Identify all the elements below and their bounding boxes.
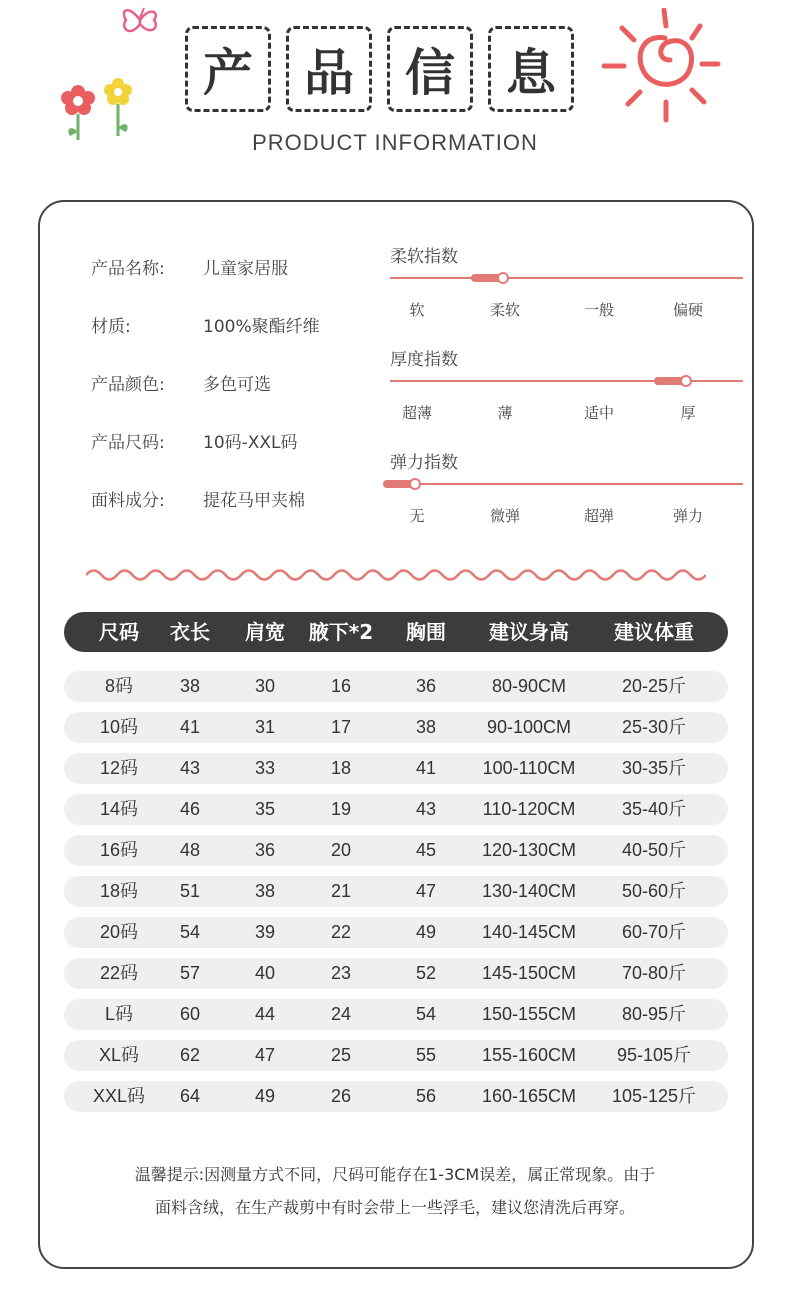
table-cell: 44 [254, 1004, 276, 1024]
table-cell: 90-100CM [486, 717, 572, 737]
table-cell: 41 [179, 717, 201, 737]
page-subtitle: PRODUCT INFORMATION [252, 130, 538, 155]
title-char: 产 [185, 26, 271, 112]
table-cell: 47 [415, 881, 437, 901]
table-cell: 43 [179, 758, 201, 778]
index-option: 弹力 [672, 507, 703, 525]
table-cell: 56 [415, 1086, 437, 1106]
table-cell: 39 [254, 922, 276, 942]
table-cell: 20-25斤 [621, 676, 687, 696]
table-cell: 22码 [99, 963, 139, 983]
spec-value: 100%聚酯纤维 [203, 317, 320, 337]
table-cell: 51 [179, 881, 201, 901]
title-char: 息 [488, 26, 574, 112]
index-title: 厚度指数 [390, 350, 458, 370]
table-cell: 54 [179, 922, 201, 942]
table-cell: 120-130CM [481, 840, 577, 860]
table-cell: 36 [254, 840, 276, 860]
size-table-header [64, 612, 728, 652]
table-cell: 35 [254, 799, 276, 819]
table-cell: 43 [415, 799, 437, 819]
table-cell: L码 [104, 1004, 133, 1024]
table-cell: 40 [254, 963, 276, 983]
table-cell: 45 [415, 840, 437, 860]
tip-text-line1: 温馨提示:因测量方式不同，尺码可能存在1-3CM误差，属正常现象。由于 [134, 1165, 656, 1184]
table-cell: 12码 [99, 758, 139, 778]
table-cell: 140-145CM [481, 922, 577, 942]
index-knob [497, 272, 509, 284]
table-row [64, 999, 728, 1030]
table-cell: 16 [330, 676, 352, 696]
table-cell: 95-105斤 [616, 1045, 692, 1065]
table-cell: 20码 [99, 922, 139, 942]
table-header-cell: 建议身高 [489, 620, 569, 644]
spec-label: 产品尺码: [91, 433, 165, 453]
index-title: 弹力指数 [390, 453, 458, 473]
index-option: 软 [409, 301, 425, 319]
title-char: 品 [286, 26, 372, 112]
table-row [64, 917, 728, 948]
table-cell: 19 [330, 799, 352, 819]
index-option: 薄 [497, 404, 513, 422]
table-cell: 38 [254, 881, 276, 901]
table-header-cell: 胸围 [406, 620, 446, 644]
table-cell: 40-50斤 [621, 840, 687, 860]
table-header-cell: 建议体重 [614, 620, 694, 644]
table-cell: 36 [415, 676, 437, 696]
table-cell: 64 [179, 1086, 201, 1106]
table-cell: 160-165CM [481, 1086, 577, 1106]
table-header-cell: 肩宽 [245, 620, 285, 644]
table-cell: 80-95斤 [621, 1004, 687, 1024]
table-row [64, 835, 728, 866]
table-cell: 100-110CM [482, 758, 576, 778]
page-title [185, 26, 575, 114]
table-cell: 62 [179, 1045, 201, 1065]
title-char: 信 [387, 26, 473, 112]
spec-value: 提花马甲夹棉 [203, 491, 305, 511]
wave-divider [86, 564, 706, 586]
index-knob [680, 375, 692, 387]
table-cell: 18 [330, 758, 352, 778]
index-knob [409, 478, 421, 490]
table-cell: 155-160CM [481, 1045, 577, 1065]
table-cell: 22 [330, 922, 352, 942]
tip-text-line2: 面料含绒，在生产裁剪中有时会带上一些浮毛，建议您清洗后再穿。 [154, 1198, 635, 1217]
table-row [64, 958, 728, 989]
table-cell: 49 [415, 922, 437, 942]
table-cell: 70-80斤 [621, 963, 687, 983]
table-row [64, 753, 728, 784]
table-cell: 54 [415, 1004, 437, 1024]
table-cell: 30 [254, 676, 276, 696]
table-cell: 46 [179, 799, 201, 819]
table-cell: 49 [254, 1086, 276, 1106]
table-cell: 14码 [99, 799, 139, 819]
table-cell: 23 [330, 963, 352, 983]
table-header-cell: 衣长 [170, 620, 210, 644]
table-cell: 105-125斤 [611, 1086, 697, 1106]
index-option: 一般 [583, 301, 614, 319]
table-cell: 110-120CM [482, 799, 576, 819]
table-cell: 150-155CM [481, 1004, 577, 1024]
table-cell: 26 [330, 1086, 352, 1106]
table-cell: 145-150CM [481, 963, 577, 983]
butterfly-icon [118, 0, 162, 44]
table-cell: 80-90CM [491, 676, 567, 696]
table-cell: 21 [330, 881, 352, 901]
table-cell: 20 [330, 840, 352, 860]
table-header-cell: 腋下*2 [308, 620, 374, 644]
table-cell: 10码 [99, 717, 139, 737]
index-option: 偏硬 [672, 301, 703, 319]
spec-value: 儿童家居服 [203, 259, 288, 279]
table-cell: 17 [330, 717, 352, 737]
table-cell: 35-40斤 [621, 799, 687, 819]
table-cell: 57 [179, 963, 201, 983]
table-cell: 31 [254, 717, 276, 737]
spec-label: 面料成分: [91, 491, 165, 511]
table-row [64, 1040, 728, 1071]
table-cell: 25-30斤 [621, 717, 687, 737]
index-option: 适中 [583, 404, 614, 422]
table-cell: 8码 [104, 676, 133, 696]
index-option: 厚 [680, 404, 696, 422]
table-cell: XXL码 [92, 1086, 146, 1106]
index-option: 超弹 [583, 507, 614, 525]
spec-value: 10码-XXL码 [203, 433, 298, 453]
table-row [64, 794, 728, 825]
spec-label: 产品颜色: [91, 375, 165, 395]
table-header-cell: 尺码 [99, 620, 139, 644]
index-option: 无 [409, 507, 425, 525]
table-cell: 33 [254, 758, 276, 778]
spec-label: 材质: [91, 317, 131, 337]
table-cell: 48 [179, 840, 201, 860]
table-cell: 24 [330, 1004, 352, 1024]
table-cell: 47 [254, 1045, 276, 1065]
index-title: 柔软指数 [390, 247, 458, 267]
table-cell: 18码 [99, 881, 139, 901]
table-cell: 60 [179, 1004, 201, 1024]
sun-icon [600, 8, 730, 128]
index-track [390, 483, 743, 485]
table-cell: 55 [415, 1045, 437, 1065]
table-row [64, 671, 728, 702]
table-row [64, 876, 728, 907]
table-row [64, 1081, 728, 1112]
table-cell: 38 [179, 676, 201, 696]
table-cell: 38 [415, 717, 437, 737]
table-cell: XL码 [98, 1045, 140, 1065]
table-cell: 130-140CM [481, 881, 577, 901]
spec-value: 多色可选 [203, 375, 271, 395]
spec-label: 产品名称: [91, 259, 165, 279]
table-cell: 41 [415, 758, 437, 778]
index-option: 柔软 [489, 301, 520, 319]
table-cell: 50-60斤 [621, 881, 687, 901]
table-cell: 52 [415, 963, 437, 983]
table-cell: 30-35斤 [621, 758, 687, 778]
table-cell: 60-70斤 [621, 922, 687, 942]
table-row [64, 712, 728, 743]
index-option: 超薄 [401, 404, 432, 422]
index-option: 微弹 [489, 507, 520, 525]
table-cell: 25 [330, 1045, 352, 1065]
index-track [390, 277, 743, 279]
table-cell: 16码 [99, 840, 139, 860]
